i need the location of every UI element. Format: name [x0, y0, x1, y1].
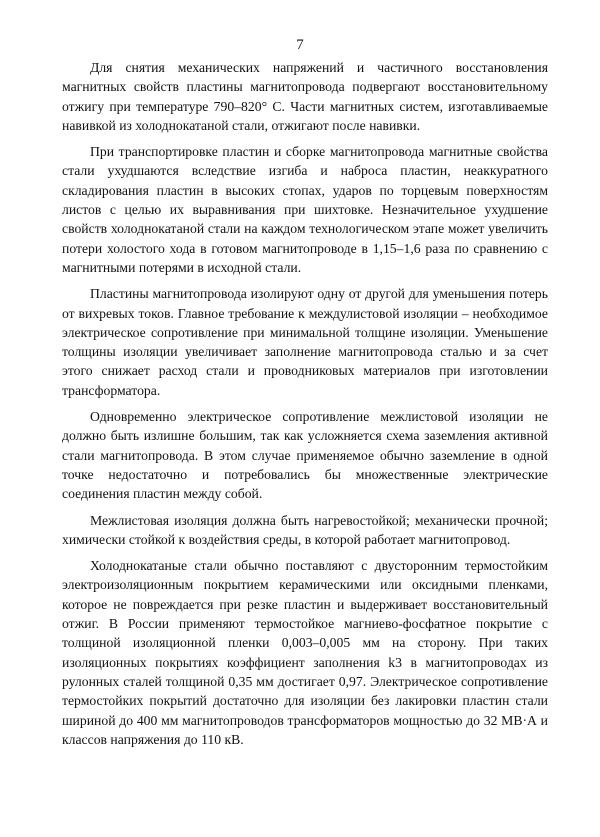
- paragraph-interlaminar-insulation: Пластины магнитопровода изолируют одну от другой для уменьшения потерь от вихревых токов. Главное требование к междулистовой изоляции – необходимое электрическое сопротивление при минимальной толщине изоляции. Уменьшение толщины изоляции увеличивает заполнение магнитопровода сталью и за счет этого снижает расход стали и проводниковых материалов при изготовлении трансформатора.: [62, 286, 548, 398]
- paragraph-transport-handling: При транспортировке пластин и сборке магнитопровода магнитные свойства стали ухудшаются вследствие изгиба и наброса пластин, неаккуратного складирования пластин в высоких стопах, ударов по торцевым поверхностям листов с целью их выравнивания при шихтовке. Незначительное ухудшение свойств холоднокатаной стали на каждом технологическом этапе может увеличить потери холостого хода в готовом магнитопроводе в 1,15–1,6 раза по сравнению с магнитными потерями в исходной стали.: [62, 144, 548, 275]
- body-text: [62, 58, 548, 756]
- paragraph-insulation-requirements: Межлистовая изоляция должна быть нагревостойкой; механически прочной; химически стойкой к воздействия среды, в которой работает магнитопровод.: [62, 512, 548, 547]
- paragraph-annealing: Для снятия механических напряжений и частичного восстановления магнитных свойств пластины магнитопровода подвергают восстановительному отжигу при температуре 790–820° С. Части магнитных систем, изготавливаемые навивкой из холоднокатаной стали, отжигают после навивки.: [62, 60, 548, 133]
- paragraph-coatings: Холоднокатаные стали обычно поставляют с двусторонним термостойким электроизоляционным покрытием керамическими или оксидными пленками, которое не повреждается при резке пластин и выдерживает восстановительный отжиг. В России применяют термостойкое магниево-фосфатное покрытие с толщиной изоляционной пленки 0,003–0,005 мм на сторону. При таких изоляционных покрытиях коэффициент заполнения k3 в магнитопроводах из рулонных сталей толщиной 0,35 мм достигает 0,97. Электрическое сопротивление термостойких покрытий достаточно для изоляции без лакировки пластин стали шириной до 400 мм магнитопроводов трансформаторов мощностью до 32 МВ·А и классов напряжения до 110 кВ.: [62, 558, 548, 747]
- paragraph-insulation-resistance: Одновременно электрическое сопротивление межлистовой изоляции не должно быть излишне большим, так как усложняется схема заземления активной стали магнитопровода. В этом случае применяемое обычно заземление в одной точке недостаточно и потребовались бы множественные электрические соединения пластин между собой.: [62, 409, 548, 502]
- page-number: 7: [296, 37, 304, 53]
